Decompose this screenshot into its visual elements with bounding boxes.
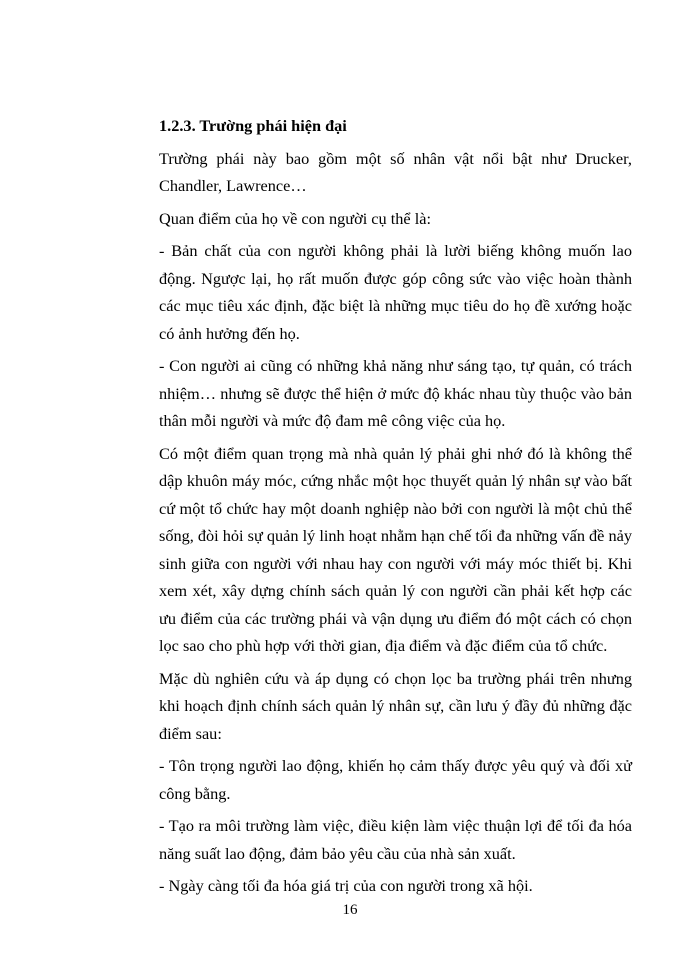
paragraph-9: - Ngày càng tối đa hóa giá trị của con người trong xã hội. bbox=[159, 876, 533, 895]
paragraph-5: Có một điểm quan trọng mà nhà quản lý phải ghi nhớ đó là không thể dập khuôn máy móc, cứng nhắc một học thuyết quản lý nhân sự vào bất cứ một tổ chức hay một doanh nghiệp nào bởi con người là một chủ thể sống, đòi hỏi sự quản lý linh hoạt nhằm hạn chế tối đa những vấn đề nảy sinh giữa con người với nhau hay con người với máy móc thiết bị. Khi xem xét, xây dựng chính sách quản lý con người cần phải kết hợp các ưu điểm của các trường phái và vận dụng ưu điểm đó một cách có chọn lọc sao cho phù hợp với thời gian, địa điểm và đặc điểm của tổ chức. bbox=[159, 443, 632, 655]
paragraph-6: Mặc dù nghiên cứu và áp dụng có chọn lọc ba trường phái trên nhưng khi hoạch định chính sách quản lý nhân sự, cần lưu ý đầy đủ những đặc điểm sau: bbox=[159, 668, 632, 743]
paragraph-2: Quan điểm của họ về con người cụ thể là: bbox=[159, 208, 431, 228]
page-number: 16 bbox=[342, 902, 358, 918]
paragraph-1: Trường phái này bao gồm một số nhân vật nổi bật như Drucker, Chandler, Lawrence… bbox=[159, 148, 632, 195]
paragraph-4: - Con người ai cũng có những khả năng như sáng tạo, tự quản, có trách nhiệm… nhưng sẽ được thể hiện ở mức độ khác nhau tùy thuộc vào bản thân mỗi người và mức độ đam mê công việc của họ. bbox=[159, 356, 632, 430]
paragraph-7: - Tôn trọng người lao động, khiến họ cảm thấy được yêu quý và đối xử công bằng. bbox=[159, 756, 632, 803]
paragraph-8: - Tạo ra môi trường làm việc, điều kiện làm việc thuận lợi để tối đa hóa năng suất lao động, đảm bảo yêu cầu của nhà sản xuất. bbox=[159, 816, 632, 863]
section-heading: 1.2.3. Trường phái hiện đại bbox=[159, 116, 347, 135]
paragraph-3: - Bản chất của con người không phải là lười biếng không muốn lao động. Ngược lại, họ rất muốn được góp công sức vào việc hoàn thành các mục tiêu xác định, đặc biệt là những mục tiêu do họ đề xướng hoặc có ảnh hưởng đến họ. bbox=[159, 241, 632, 343]
page-content bbox=[159, 112, 632, 900]
